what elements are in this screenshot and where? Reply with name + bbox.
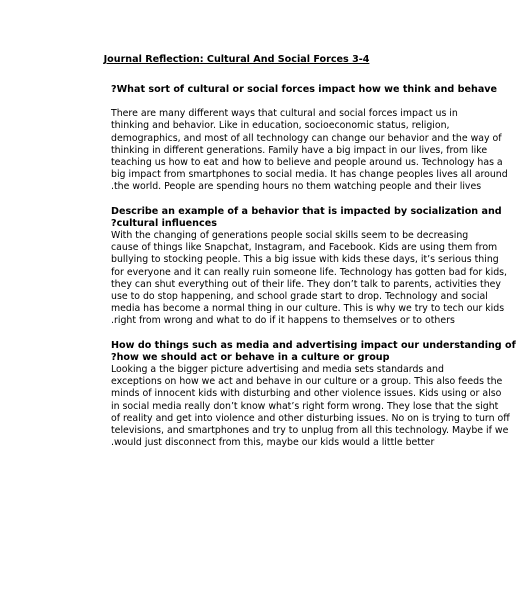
section-answer: There are many different ways that cultural and social forces impact us in thinking and behavior. Like in education, socioeconomic status, religion, demographics, and most of all technology can change our behavior and the way of thinking in different generations. Family have a big impact in our lives, from like teaching us how to eat and how to believe and people around us. Technology has a big impact from smartphones to social media. It has change peoples lives all around .the world. People are spending hours no them watching people and their lives (111, 108, 508, 193)
section-3 (111, 339, 516, 450)
document-title: Journal Reflection: Cultural And Social Forces 3-4 (103, 54, 370, 65)
section-answer: With the changing of generations people social skills seem to be decreasing cause of things like Snapchat, Instagram, and Facebook. Kids are using them from bullying to stocking people. This a big issue with kids these days, it’s serious thing for everyone and it can really ruin someone life. Technology has gotten bad for kids, they can shut everything out of their life. They don’t talk to parents, activities they use to do stop happening, and school grade start to drop. Technology and social media has become a normal thing in our culture. This is why we try to tech our kids .right from wrong and what to do if it happens to themselves or to others (111, 230, 508, 327)
section-question: ?What sort of cultural or social forces impact how we think and behave (111, 84, 498, 95)
section-question: How do things such as media and advertising impact our understanding of ?how we should act or behave in a culture or group (111, 339, 516, 363)
section-question: Describe an example of a behavior that is impacted by socialization and ?cultural influences (111, 205, 502, 229)
section-answer: Looking a the bigger picture advertising and media sets standards and exceptions on how we act and behave in our culture or a group. This also feeds the minds of innocent kids with disturbing and other violence issues. Kids using or also in social media really don’t know what’s right form wrong. They lose that the sight of reality and get into violence and other disturbing issues. No on is trying to turn off televisions, and smartphones and try to unplug from all this technology. Maybe if we .would just disconnect from this, maybe our kids would a little better (111, 364, 510, 449)
section-2 (111, 205, 508, 328)
section-1 (111, 84, 508, 194)
